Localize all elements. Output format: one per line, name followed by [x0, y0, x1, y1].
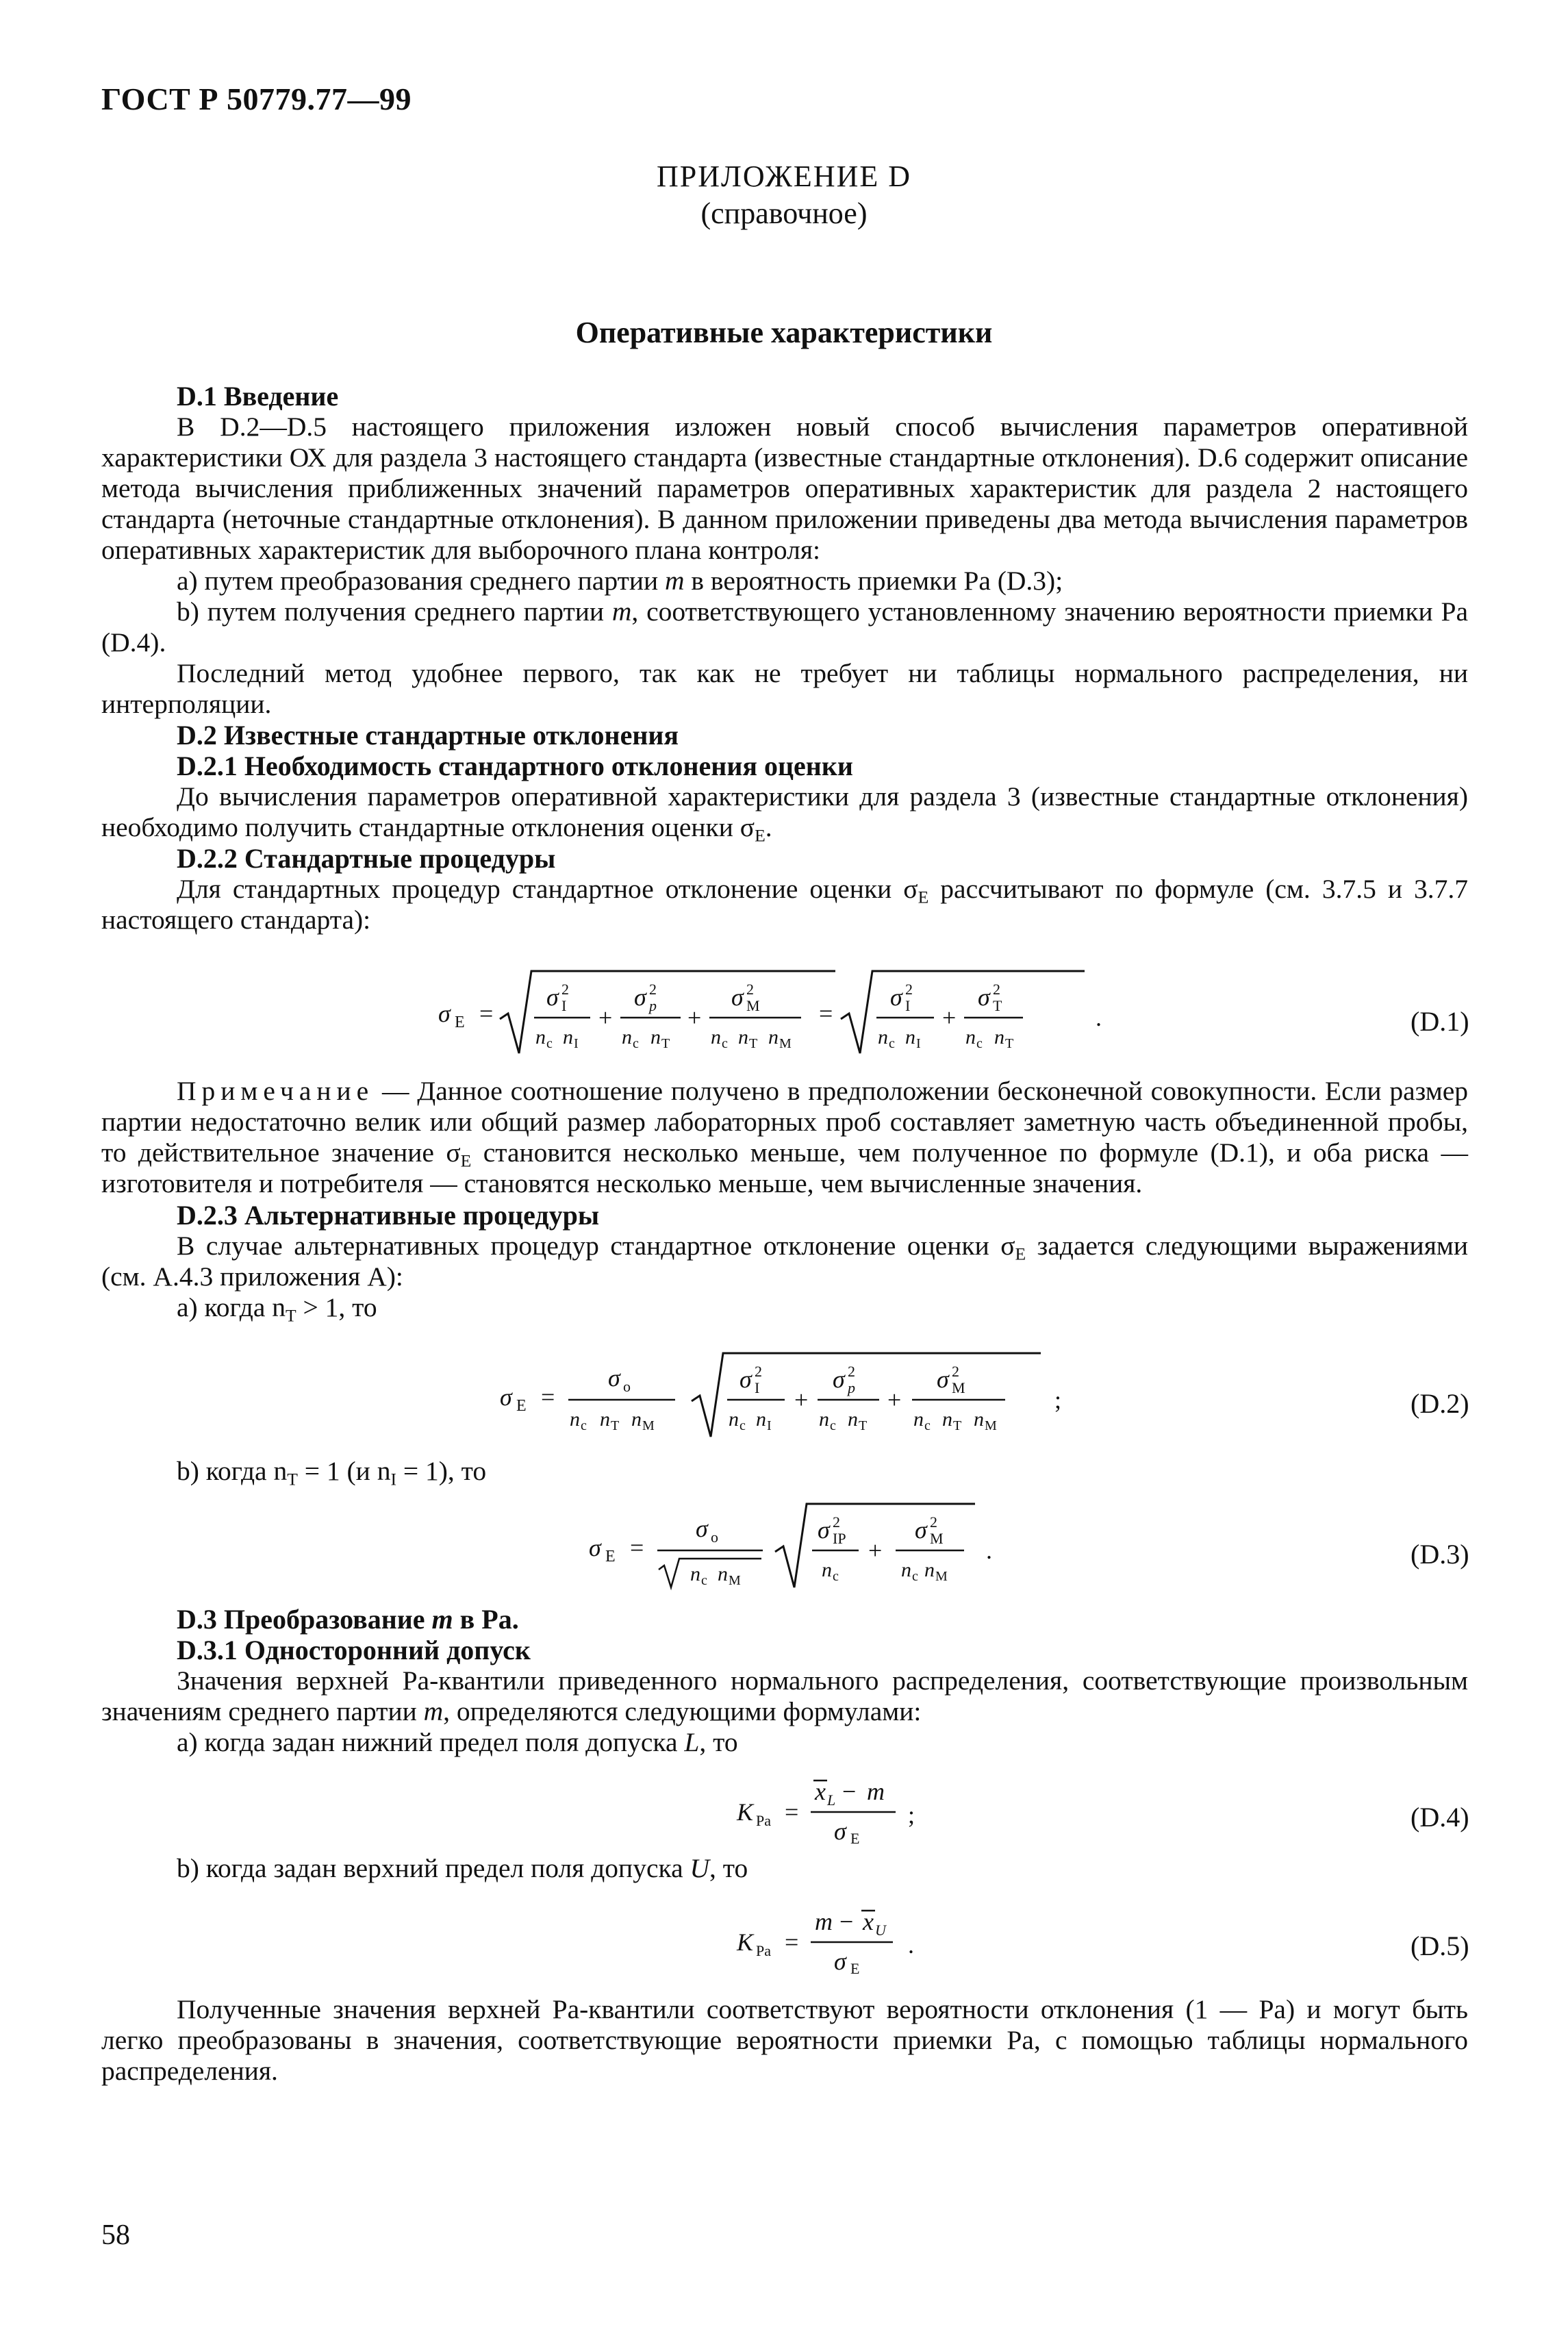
- formula-d3: [568, 1493, 1020, 1596]
- svg-text:σ: σ: [834, 1817, 846, 1845]
- svg-text:U: U: [875, 1922, 886, 1939]
- svg-text:=: =: [785, 1798, 799, 1826]
- svg-text:+: +: [942, 1004, 957, 1031]
- svg-text:.: .: [986, 1537, 992, 1564]
- svg-text:L: L: [827, 1791, 836, 1809]
- formula-d4: [726, 1765, 945, 1848]
- svg-text:c: c: [924, 1418, 931, 1433]
- svg-text:2: 2: [649, 981, 657, 998]
- paragraph-d23: В случае альтернативных процедур стандартное отклонение оценки $\sigma_E$ задается следующими выражениями (см. А.4.3 приложения А):: [101, 1231, 1468, 1292]
- svg-text:n: n: [600, 1408, 610, 1431]
- svg-text:2: 2: [746, 981, 754, 998]
- equation-number-d4: (D.4): [1411, 1802, 1469, 1833]
- heading-d21: D.2.1 Необходимость стандартного отклонения оценки: [177, 751, 853, 781]
- svg-text:σ: σ: [818, 1516, 830, 1544]
- case-a-d23: а) когда $n_T > 1$, то: [177, 1292, 377, 1326]
- svg-text:I: I: [916, 1036, 921, 1051]
- svg-text:+: +: [868, 1537, 883, 1564]
- svg-text:T: T: [953, 1418, 962, 1433]
- svg-text:−: −: [842, 1778, 857, 1805]
- svg-text:c: c: [976, 1036, 983, 1051]
- svg-text:c: c: [546, 1036, 553, 1051]
- svg-text:Pa: Pa: [756, 1942, 771, 1959]
- svg-text:+: +: [598, 1004, 613, 1031]
- svg-text:n: n: [819, 1408, 829, 1431]
- svg-text:σ: σ: [739, 1366, 752, 1393]
- svg-text:T: T: [661, 1036, 670, 1051]
- heading-d2: D.2 Известные стандартные отклонения: [177, 720, 679, 751]
- svg-text:σ: σ: [833, 1366, 845, 1393]
- svg-text:p: p: [848, 1379, 855, 1396]
- svg-text:σ: σ: [546, 983, 559, 1011]
- svg-text:c: c: [833, 1569, 839, 1584]
- svg-text:M: M: [642, 1418, 655, 1433]
- svg-text:c: c: [889, 1036, 895, 1051]
- svg-text:I: I: [905, 997, 911, 1014]
- svg-text:+: +: [687, 1004, 702, 1031]
- equation-number-d3: (D.3): [1411, 1539, 1469, 1570]
- svg-text:c: c: [739, 1418, 746, 1433]
- svg-text:σ: σ: [634, 983, 646, 1011]
- list-item-a: а) путем преобразования среднего партии m в вероятность приемки Pa (D.3);: [177, 566, 1063, 596]
- svg-text:Pa: Pa: [756, 1812, 771, 1829]
- svg-text:+: +: [887, 1386, 902, 1413]
- page-number: 58: [101, 2219, 130, 2251]
- svg-text:E: E: [605, 1548, 616, 1565]
- paragraph-d31: Значения верхней Pa-квантили приведенного нормального распределения, соответствующие произвольным значениям среднего партии m, определяются следующими формулами:: [101, 1665, 1468, 1726]
- svg-text:c: c: [830, 1418, 836, 1433]
- equation-number-d2: (D.2): [1411, 1388, 1469, 1419]
- svg-text:n: n: [690, 1563, 700, 1585]
- svg-text:n: n: [768, 1026, 779, 1048]
- svg-text:−: −: [839, 1908, 854, 1935]
- formula-d5: [726, 1896, 945, 1978]
- formula-d1: [411, 959, 1137, 1061]
- svg-text:n: n: [718, 1563, 728, 1585]
- svg-text:σ: σ: [978, 983, 990, 1011]
- svg-text:c: c: [722, 1036, 728, 1051]
- svg-text:M: M: [779, 1036, 792, 1051]
- svg-text:σ: σ: [500, 1383, 512, 1411]
- svg-text:σ: σ: [834, 1948, 846, 1975]
- svg-text:2: 2: [930, 1513, 937, 1531]
- paragraph-d22: Для стандартных процедур стандартное отклонение оценки $\sigma_E$ рассчитывают по формуле (см. 3.7.5 и 3.7.7 настоящего стандарта):: [101, 874, 1468, 935]
- svg-text:.: .: [908, 1931, 914, 1959]
- svg-text:σ: σ: [915, 1516, 927, 1544]
- svg-text:M: M: [729, 1573, 741, 1588]
- svg-text:x: x: [815, 1778, 826, 1805]
- svg-text:n: n: [738, 1026, 748, 1048]
- svg-text:=: =: [479, 1000, 494, 1027]
- svg-text:m: m: [815, 1908, 833, 1935]
- svg-text:T: T: [859, 1418, 868, 1433]
- svg-text:σ: σ: [890, 983, 902, 1011]
- svg-text:2: 2: [905, 981, 913, 998]
- svg-text:n: n: [563, 1026, 573, 1048]
- svg-text:2: 2: [952, 1363, 959, 1380]
- svg-text:m: m: [867, 1778, 885, 1805]
- svg-text:K: K: [737, 1928, 754, 1956]
- heading-d1: D.1 Введение: [177, 381, 339, 412]
- svg-text:o: o: [623, 1378, 631, 1395]
- svg-text:n: n: [711, 1026, 721, 1048]
- svg-text:σ: σ: [589, 1534, 601, 1561]
- equation-number-d1: (D.1): [1411, 1006, 1469, 1037]
- svg-text:n: n: [901, 1559, 911, 1581]
- svg-text:n: n: [905, 1026, 915, 1048]
- svg-text:n: n: [913, 1408, 924, 1431]
- svg-text:n: n: [729, 1408, 739, 1431]
- svg-text:n: n: [994, 1026, 1004, 1048]
- svg-text:2: 2: [755, 1363, 762, 1380]
- svg-text:n: n: [631, 1408, 642, 1431]
- svg-text:E: E: [850, 1960, 860, 1977]
- svg-text:E: E: [850, 1830, 860, 1847]
- appendix-title: ПРИЛОЖЕНИЕ D: [656, 160, 912, 193]
- paragraph-d21: До вычисления параметров оперативной характеристики для раздела 3 (известные стандартные отклонения) необходимо получить стандартные отклонения оценки $\sigma_E$.: [101, 781, 1468, 846]
- document-id: ГОСТ Р 50779.77—99: [101, 81, 412, 116]
- svg-text:I: I: [561, 997, 567, 1014]
- svg-text:=: =: [541, 1383, 555, 1411]
- svg-text:n: n: [650, 1026, 661, 1048]
- svg-text:M: M: [746, 997, 760, 1014]
- heading-d31: D.3.1 Односторонний допуск: [177, 1635, 531, 1665]
- svg-text:=: =: [785, 1928, 799, 1956]
- svg-text:I: I: [767, 1418, 772, 1433]
- svg-text:n: n: [965, 1026, 976, 1048]
- paragraph-d1-method: Последний метод удобнее первого, так как не требует ни таблицы нормального распределения, ни интерполяции.: [101, 658, 1468, 719]
- svg-text:I: I: [574, 1036, 579, 1051]
- heading-d23: D.2.3 Альтернативные процедуры: [177, 1200, 600, 1231]
- svg-text:2: 2: [833, 1513, 840, 1531]
- svg-text:T: T: [611, 1418, 620, 1433]
- svg-text:n: n: [974, 1408, 984, 1431]
- svg-text:σ: σ: [438, 1000, 451, 1027]
- svg-text:IP: IP: [833, 1530, 846, 1547]
- svg-text:n: n: [570, 1408, 580, 1431]
- equation-number-d5: (D.5): [1411, 1930, 1469, 1961]
- svg-text:2: 2: [848, 1363, 855, 1380]
- svg-text:c: c: [633, 1036, 639, 1051]
- svg-text:M: M: [935, 1569, 948, 1584]
- svg-text:n: n: [924, 1559, 935, 1581]
- svg-text:M: M: [930, 1530, 944, 1547]
- svg-text:M: M: [985, 1418, 997, 1433]
- svg-text:σ: σ: [731, 983, 744, 1011]
- svg-text:c: c: [912, 1569, 918, 1584]
- svg-text:p: p: [649, 997, 657, 1014]
- heading-d3: D.3 Преобразование m в Pa.: [177, 1604, 519, 1635]
- svg-text:n: n: [878, 1026, 888, 1048]
- svg-text:;: ;: [1054, 1386, 1062, 1413]
- svg-text:2: 2: [993, 981, 1000, 998]
- appendix-subtitle: (справочное): [700, 197, 868, 230]
- svg-text:x: x: [863, 1908, 874, 1935]
- svg-text:n: n: [942, 1408, 952, 1431]
- svg-text:T: T: [749, 1036, 758, 1051]
- svg-text:c: c: [701, 1573, 707, 1588]
- heading-d22: D.2.2 Стандартные процедуры: [177, 843, 556, 874]
- svg-text:n: n: [848, 1408, 858, 1431]
- svg-text:E: E: [516, 1397, 527, 1415]
- svg-text:n: n: [622, 1026, 632, 1048]
- paragraph-d1-intro: В D.2—D.5 настоящего приложения изложен новый способ вычисления параметров оперативной характеристики ОХ для раздела 3 настоящего стандарта (известные стандартные отклонения). D.6 содержит описание метода вычисления приближенных значений параметров оперативных характеристик для раздела 2 настоящего стандарта (неточные стандартные отклонения). В данном приложении приведены два метода вычисления параметров оперативных характеристик для выборочного плана контроля:: [101, 412, 1468, 565]
- svg-text:M: M: [952, 1379, 965, 1396]
- svg-text:n: n: [535, 1026, 546, 1048]
- svg-text:2: 2: [561, 981, 569, 998]
- paragraph-d31-final: Полученные значения верхней Pa-квантили соответствуют вероятности отклонения (1 — Pa) и могут быть легко преобразованы в значения, соответствующие вероятности приемки Pa, с помощью таблицы нормального распределения.: [101, 1994, 1468, 2086]
- svg-text:n: n: [822, 1559, 832, 1581]
- case-b-d23: b) когда $n_T = 1$ (и $n_I = 1$), то: [177, 1456, 487, 1489]
- svg-text:n: n: [756, 1408, 766, 1431]
- svg-text:E: E: [455, 1014, 465, 1031]
- svg-text:.: .: [1096, 1004, 1102, 1031]
- svg-text:σ: σ: [937, 1366, 949, 1393]
- svg-text:T: T: [1005, 1036, 1014, 1051]
- svg-text:σ: σ: [608, 1364, 620, 1392]
- svg-text:o: o: [711, 1528, 718, 1546]
- svg-text:+: +: [794, 1386, 809, 1413]
- case-b-d31: b) когда задан верхний предел поля допуска U, то: [177, 1853, 748, 1883]
- svg-text:=: =: [630, 1534, 644, 1561]
- section-title: Оперативные характеристики: [575, 316, 993, 349]
- svg-text:σ: σ: [696, 1515, 708, 1542]
- case-a-d31: а) когда задан нижний предел поля допуска L, то: [177, 1727, 738, 1757]
- svg-text:K: K: [737, 1798, 754, 1826]
- svg-text:T: T: [993, 997, 1002, 1014]
- note-d22: Примечание — Данное соотношение получено в предположении бесконечной совокупности. Если размер партии недостаточно велик или общий размер лабораторных проб составляет заметную часть объединенной пробы, то действительное значение $\sigma_E$ становится несколько меньше, чем полученное по формуле (D.1), и оба риска — изготовителя и потребителя — становятся несколько меньше, чем вычисленные значения.: [101, 1076, 1468, 1198]
- svg-text:;: ;: [908, 1801, 915, 1828]
- list-item-b: b) путем получения среднего партии m, соответствующего установленному значению вероятности приемки Pa (D.4).: [101, 596, 1468, 657]
- svg-text:=: =: [819, 1000, 833, 1027]
- svg-text:I: I: [755, 1379, 760, 1396]
- svg-text:c: c: [581, 1418, 587, 1433]
- formula-d2: [479, 1342, 1096, 1445]
